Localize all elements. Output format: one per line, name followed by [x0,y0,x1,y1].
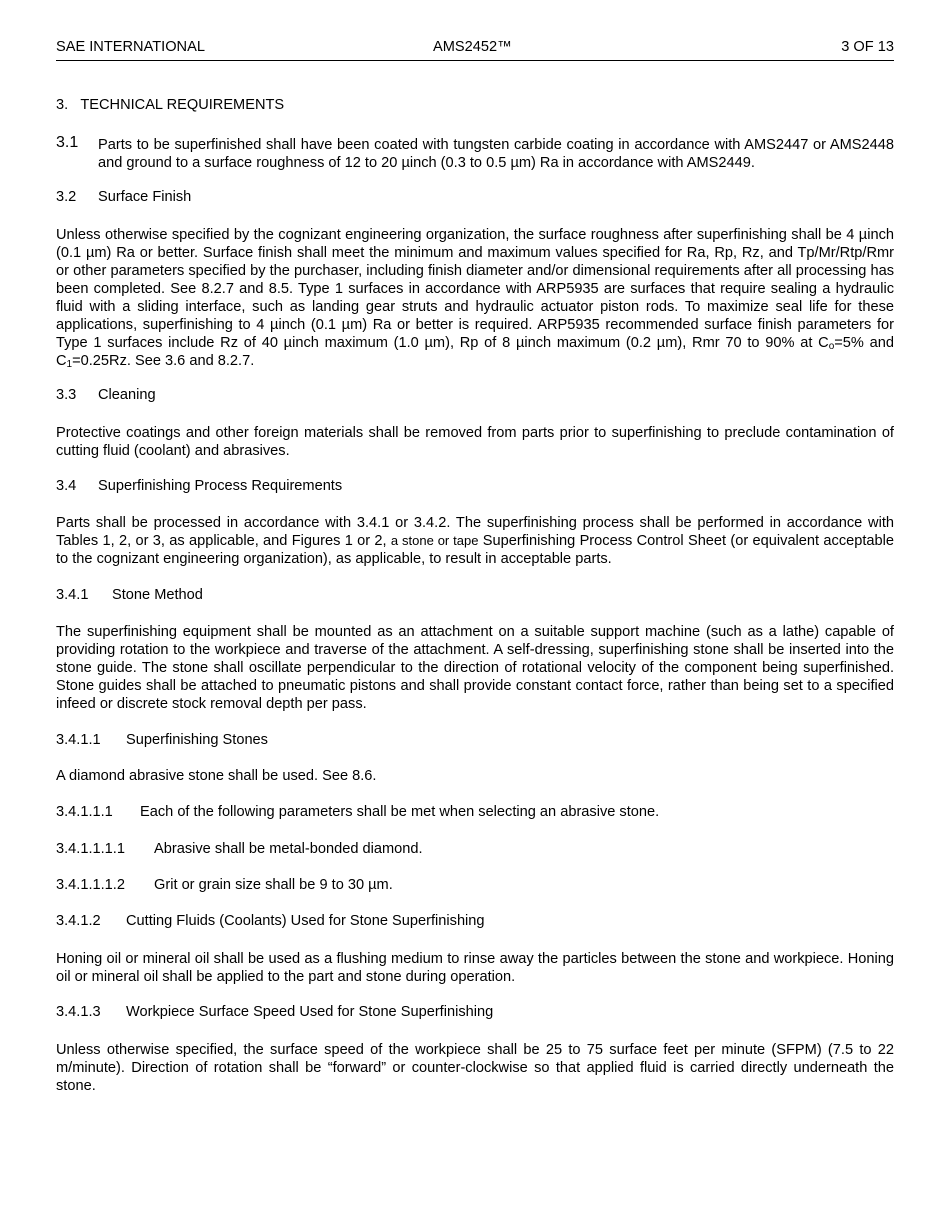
section-3-4-1-2-paragraph: Honing oil or mineral oil shall be used as a flushing medium to rinse away the particles between the stone and workpiece. Honing oil or mineral oil shall be applied to the part and stone during operation. [56,951,894,985]
paragraph-text-end: Superfinishing Process Control Sheet (or equivalent acceptable to the cognizant engineering organization), as applicable, to result in acceptable parts. [56,533,894,567]
paragraph-text: Parts shall be processed in accordance with 3.4.1 or 3.4.2. The superfinishing process shall be performed in accordance with Tables 1, 2, or 3, as applicable, and Figures 1 or 2, [56,515,894,549]
section-number: 3.4 [56,478,77,494]
section-number: 3.4.1.1.1.2 [56,877,125,893]
section-3-4-1-3-paragraph: Unless otherwise specified, the surface speed of the workpiece shall be 25 to 75 surface feet per minute (SFPM) (7.5 to 22 m/minute). Direction of rotation shall be “forward” or counter-clockwise so that applied fluid is carried directly underneath the stone. [56,1042,894,1094]
section-3-2-heading [56,188,894,206]
section-text: Grit or grain size shall be 9 to 30 µm. [154,877,393,893]
subscript-o: o [828,341,835,352]
header-document-id: AMS2452™ [433,39,512,55]
section-3-4-1-1-1-2 [56,876,894,894]
paragraph-text-end: =0.25Rz. See 3.6 and 8.2.7. [72,353,255,369]
section-text: Each of the following parameters shall be met when selecting an abrasive stone. [140,804,660,820]
section-title: Superfinishing Process Requirements [98,478,343,494]
section-number: 3.4.1.2 [56,913,101,929]
section-number: 3.1 [56,134,79,151]
section-title: Workpiece Surface Speed Used for Stone Superfinishing [126,1004,494,1020]
section-title: Cleaning [98,387,156,403]
section-3-4-1-1-1 [56,803,894,821]
section-3-4-1-1-heading [56,731,894,749]
section-number: 3.4.1 [56,587,89,603]
section-3-4-1-paragraph: The superfinishing equipment shall be mounted as an attachment on a suitable support machine (such as a lathe) capable of providing rotation to the workpiece and traverse of the attachment. A self-dressing, superfinishing stone shall be inserted into the stone guide. The stone shall oscillate perpendicular to the direction of rotational velocity of the component being superfinished. Stone guides shall be attached to pneumatic pistons and shall provide constant contact force, rather than being set to a specified infeed or discrete stock removal depth per pass. [56,624,894,712]
section-number: 3.4.1.3 [56,1004,101,1020]
section-3-4-paragraph [56,514,894,568]
section-text: Parts to be superfinished shall have been coated with tungsten carbide coating in accordance with AMS2447 or AMS2448 and ground to a surface roughness of 12 to 20 µinch (0.3 to 0.5 µm) Ra in accordance with AMS2449. [98,137,894,171]
section-3-4-1-1-1-1 [56,840,894,858]
section-3-heading [56,96,894,114]
header-organization: SAE INTERNATIONAL [56,39,205,55]
paragraph-small-text: a stone or tape [390,533,479,548]
section-3-4-1-3-heading [56,1003,894,1021]
section-title: TECHNICAL REQUIREMENTS [80,97,285,113]
section-3-4-heading [56,477,894,495]
section-number: 3.4.1.1.1 [56,804,113,820]
section-number: 3.2 [56,189,77,205]
paragraph-text: Unless otherwise specified by the cognizant engineering organization, the surface roughness after superfinishing shall be 4 µinch (0.1 µm) Ra or better. Surface finish shall meet the minimum and maximum values specified for Ra, Rp, Rz, and Tp/Mr/Rtp/Rmr or other parameters specified by the purchaser, including finish diameter and/or dimensional requirements after all processing has been completed. See 8.2.7 and 8.5. Type 1 surfaces in accordance with ARP5935 are surfaces that require sealing a hydraulic fluid with a sliding interface, such as landing gear struts and hydraulic actuator piston rods. To maximize seal life for these applications, superfinishing to 4 µinch (0.1 µm) Ra or better is required. ARP5935 recommended surface finish parameters for Type 1 surfaces include Rz of 40 µinch maximum (1.0 µm), Rp of 8 µinch maximum (0.2 µm), Rmr 70 to 90% at C [56,227,894,351]
section-3-4-1-2-heading [56,912,894,930]
section-3-2-paragraph [56,226,894,370]
section-title: Cutting Fluids (Coolants) Used for Stone Superfinishing [126,913,485,929]
section-title: Superfinishing Stones [126,732,268,748]
section-text: Abrasive shall be metal-bonded diamond. [154,841,423,857]
paragraph-text-mid: =5% and C [56,335,894,369]
section-number: 3.4.1.1.1.1 [56,841,125,857]
section-3-4-1-heading [56,586,894,604]
section-3-3-heading [56,386,894,404]
section-title: Surface Finish [98,189,192,205]
section-number: 3.4.1.1 [56,732,101,748]
section-3-1 [56,134,894,171]
section-3-3-paragraph: Protective coatings and other foreign materials shall be removed from parts prior to superfinishing to preclude contamination of cutting fluid (coolant) and abrasives. [56,425,894,459]
page-header [56,38,894,61]
section-title: Stone Method [112,587,203,603]
section-number: 3. [56,97,69,113]
subscript-1: 1 [66,359,73,370]
header-page-number: 3 OF 13 [841,39,894,55]
section-3-4-1-1-paragraph: A diamond abrasive stone shall be used. See 8.6. [56,768,377,784]
section-number: 3.3 [56,387,77,403]
